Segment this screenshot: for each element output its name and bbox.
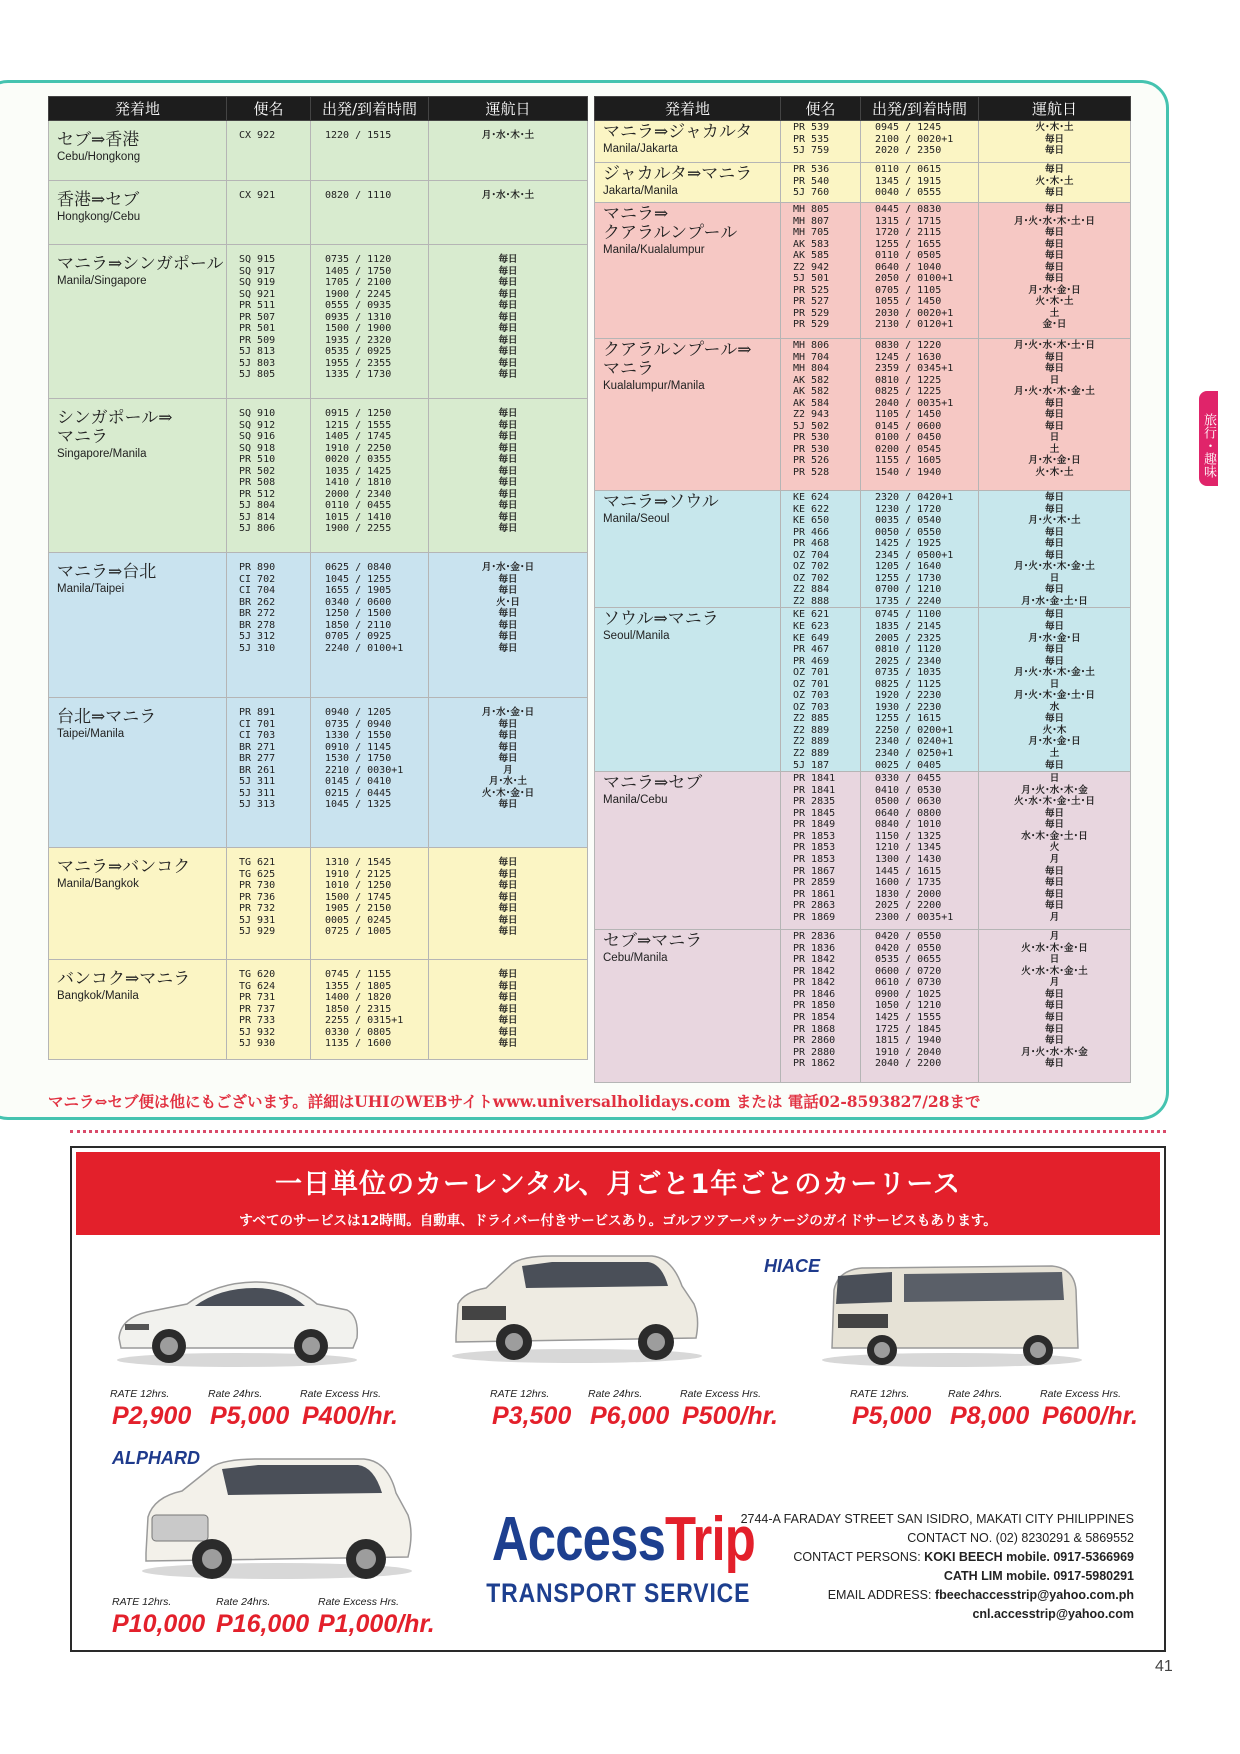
route-cell <box>49 181 227 245</box>
route-name-en: Hongkong/Cebu <box>57 211 141 223</box>
route-name-jp: 台北⇒マニラ <box>57 707 157 727</box>
times-list: 0625 / 0840 1045 / 1255 1655 / 1905 0340 / 0600 1250 / 1500 1850 / 2110 0705 / 0925 2240 / 0100+1 <box>325 562 404 654</box>
contact-person-2: CATH LIM mobile. 0917-5980291 <box>943 1569 1134 1583</box>
route-name-jp: ソウル⇒マニラ <box>603 609 719 630</box>
route-name-jp: セブ⇒マニラ <box>603 931 703 952</box>
days-cell <box>979 339 1131 491</box>
days-list: 月･火･水･木･土･日 毎日 毎日 日 月･火･水･木･金･土 毎日 毎日 毎日 日 土 月･水･金･日 火･木･土 <box>1014 340 1095 479</box>
times-list: 0330 / 0455 0410 / 0530 0500 / 0630 0640 / 0800 0840 / 1010 1150 / 1325 1210 / 1345 1300 / 1430 1445 / 1615 1600 / 1735 1830 / 2000 2025 / 2200 2300 / 0035+1 <box>875 773 954 923</box>
route-name-en: Cebu/Manila <box>603 952 668 965</box>
times-cell <box>311 553 429 698</box>
route-name-jp: マニラ⇒ソウル <box>603 492 719 512</box>
route-row <box>49 960 588 1060</box>
rate-excess-value: P1,000/hr. <box>318 1610 435 1638</box>
route-name-en: Manila/Singapore <box>57 275 147 287</box>
person1: KOKI BEECH mobile. 0917-5366969 <box>924 1550 1134 1564</box>
rate-24-value: P6,000 <box>590 1402 670 1430</box>
route-name-en: Manila/Cebu <box>603 794 668 807</box>
route-name-jp: マニラ⇒ <box>603 204 669 224</box>
header-days: 運航日 <box>979 97 1131 121</box>
table-header-row <box>595 97 1131 121</box>
flights-list: SQ 910 SQ 912 SQ 916 SQ 918 PR 510 PR 502 PR 508 PR 512 5J 804 5J 814 5J 806 <box>239 408 276 535</box>
days-cell <box>979 772 1131 930</box>
email2[interactable]: cnl.accesstrip@yahoo.com <box>972 1607 1134 1621</box>
ad-subtitle: すべてのサービスは12時間。自動車、ドライバー付きサービスあり。ゴルフツアーパッケージのガイドサービスもあります。 <box>239 1213 997 1229</box>
days-cell <box>429 245 588 399</box>
route-name-jp: セブ⇒香港 <box>57 130 140 150</box>
days-list: 毎日 毎日 月･火･木･土 毎日 毎日 毎日 月･火･水･木･金･土 日 毎日 月･水･金･土･日 <box>1014 492 1095 607</box>
logo-subtitle: TRANSPORT SERVICE <box>486 1578 751 1608</box>
header-time: 出発/到着時間 <box>861 97 979 121</box>
times-cell <box>311 960 429 1060</box>
flights-list: KE 621 KE 623 KE 649 PR 467 PR 469 OZ 701 OZ 701 OZ 703 OZ 703 Z2 885 Z2 889 Z2 889 Z2 889 5J 187 <box>793 609 830 771</box>
flights-cell <box>227 698 311 848</box>
route-name-jp: クアラルンプール <box>603 223 738 243</box>
days-cell <box>979 163 1131 203</box>
route-cell <box>49 245 227 399</box>
route-name-jp: マニラ <box>57 427 108 447</box>
flights-cell <box>227 245 311 399</box>
times-cell <box>861 930 979 1083</box>
rate-label-12: RATE 12hrs. <box>110 1388 170 1400</box>
flights-cell <box>781 608 861 772</box>
times-list: 0830 / 1220 1245 / 1630 2359 / 0345+1 0810 / 1225 0825 / 1225 2040 / 0035+1 1105 / 1450 0145 / 0600 0100 / 0450 0200 / 0545 1155 / 1605 1540 / 1940 <box>875 340 954 479</box>
rate-12-value: P3,500 <box>492 1402 572 1430</box>
rate-label-12: RATE 12hrs. <box>112 1596 172 1608</box>
header-origin: 発着地 <box>49 97 227 121</box>
days-list: 月･水･木･土 <box>481 130 535 141</box>
route-cell <box>595 203 781 339</box>
flights-cell <box>227 181 311 245</box>
times-cell <box>861 121 979 163</box>
flight-table-left <box>48 96 588 1060</box>
days-list: 毎日 毎日 月･水･金･日 毎日 毎日 月･火･水･木･金･土 日 月･火･木･金･土･日 水 毎日 火･木 月･水･金･日 土 毎日 <box>1014 609 1095 771</box>
route-row <box>595 163 1131 203</box>
times-list: 0745 / 1100 1835 / 2145 2005 / 2325 0810 / 1120 2025 / 2340 0735 / 1035 0825 / 1125 1920 / 2230 1930 / 2230 1255 / 1615 2250 / 0200+1 2340 / 0240+1 2340 / 0250+1 0025 / 0405 <box>875 609 954 771</box>
rate-label-12: RATE 12hrs. <box>490 1388 550 1400</box>
flights-cell <box>781 339 861 491</box>
flights-list: PR 891 CI 701 CI 703 BR 271 BR 277 BR 261 5J 311 5J 311 5J 313 <box>239 707 276 811</box>
rate-labels-car2 <box>490 1388 761 1400</box>
logo-part-trip: Trip <box>665 1505 755 1574</box>
flights-list: MH 806 MH 704 MH 804 AK 582 AK 582 AK 584 Z2 943 5J 502 PR 530 PR 530 PR 526 PR 528 <box>793 340 830 479</box>
header-origin: 発着地 <box>595 97 781 121</box>
route-name-en: Singapore/Manila <box>57 448 147 460</box>
times-list: 0915 / 1250 1215 / 1555 1405 / 1745 1910 / 2250 0020 / 0355 1035 / 1425 1410 / 1810 2000 / 2340 0110 / 0455 1015 / 1410 1900 / 2255 <box>325 408 392 535</box>
route-row <box>49 245 588 399</box>
route-name-en: Cebu/Hongkong <box>57 151 141 163</box>
route-name-en: Bangkok/Manila <box>57 990 139 1002</box>
days-cell <box>429 960 588 1060</box>
times-list: 1220 / 1515 <box>325 130 392 141</box>
times-list: 0445 / 0830 1315 / 1715 1720 / 2115 1255 / 1655 0110 / 0505 0640 / 1040 2050 / 0100+1 0705 / 1105 1055 / 1450 2030 / 0020+1 2130 / 0120+1 <box>875 204 954 331</box>
rate-label-excess: Rate Excess Hrs. <box>1040 1388 1122 1400</box>
flights-cell <box>781 121 861 163</box>
times-cell <box>861 772 979 930</box>
flights-list: PR 1841 PR 1841 PR 2835 PR 1845 PR 1849 PR 1853 PR 1853 PR 1853 PR 1867 PR 2859 PR 1861 PR 2863 PR 1869 <box>793 773 836 923</box>
rate-12-value: P2,900 <box>112 1402 192 1430</box>
car-rental-ad <box>70 1146 1166 1652</box>
days-list: 毎日 毎日 毎日 毎日 毎日 毎日 毎日 <box>498 857 518 938</box>
route-row <box>595 491 1131 608</box>
times-list: 0940 / 1205 0735 / 0940 1330 / 1550 0910 / 1145 1530 / 1750 2210 / 0030+1 0145 / 0410 0215 / 0445 1045 / 1325 <box>325 707 404 811</box>
days-list: 月･水･木･土 <box>481 190 535 201</box>
rate-24-value: P8,000 <box>950 1402 1030 1430</box>
rate-labels-car4 <box>112 1596 399 1608</box>
contact-info <box>734 1510 1134 1624</box>
rates-car1 <box>112 1402 398 1431</box>
route-name-en: Jakarta/Manila <box>603 185 678 197</box>
side-tabs <box>1199 82 1240 1112</box>
header-days: 運航日 <box>429 97 588 121</box>
route-row <box>49 399 588 553</box>
days-cell <box>979 930 1131 1083</box>
flights-list: CX 921 <box>239 190 276 201</box>
rate-excess-value: P600/hr. <box>1042 1402 1138 1430</box>
route-row <box>49 848 588 960</box>
route-row <box>49 698 588 848</box>
times-cell <box>861 203 979 339</box>
route-row <box>595 339 1131 491</box>
side-tab-3[interactable]: 旅行・趣味 <box>1199 391 1218 486</box>
header-flight: 便名 <box>227 97 311 121</box>
times-list: 1310 / 1545 1910 / 2125 1010 / 1250 1500 / 1745 1905 / 2150 0005 / 0245 0725 / 1005 <box>325 857 392 938</box>
route-name-en: Manila/Seoul <box>603 513 670 525</box>
days-cell <box>429 399 588 553</box>
days-list: 月･水･金･日 毎日 毎日 火･日 毎日 毎日 毎日 毎日 <box>481 562 535 654</box>
flights-cell <box>781 930 861 1083</box>
days-list: 毎日 月･火･水･木･土･日 毎日 毎日 毎日 毎日 毎日 月･水･金･日 火･木･土 土 金･日 <box>1014 204 1095 331</box>
van-car-image <box>812 1260 1092 1370</box>
flights-list: CX 922 <box>239 130 276 141</box>
route-name-jp: シンガポール⇒ <box>57 408 173 428</box>
flights-cell <box>781 203 861 339</box>
contact-person-1 <box>734 1548 1134 1567</box>
flight-table-right <box>594 96 1131 1083</box>
times-cell <box>311 121 429 181</box>
days-list: 日 月･火･水･木･金 火･水･木･金･土･日 毎日 毎日 水･木･金･土･日 火 月 毎日 毎日 毎日 毎日 月 <box>1014 773 1095 923</box>
rate-label-12: RATE 12hrs. <box>850 1388 910 1400</box>
rate-12-value: P5,000 <box>852 1402 932 1430</box>
flights-cell <box>781 163 861 203</box>
flights-list: PR 536 PR 540 5J 760 <box>793 164 830 199</box>
route-name-jp: バンコク⇒マニラ <box>57 969 191 989</box>
table-header-row <box>49 97 588 121</box>
rate-label-excess: Rate Excess Hrs. <box>300 1388 382 1400</box>
days-cell <box>429 121 588 181</box>
route-cell <box>49 960 227 1060</box>
logo-wordmark <box>491 1505 755 1574</box>
times-list: 0745 / 1155 1355 / 1805 1400 / 1820 1850 / 2315 2255 / 0315+1 0330 / 0805 1135 / 1600 <box>325 969 404 1050</box>
sedan-car-image <box>107 1260 367 1370</box>
route-name-en: Taipei/Manila <box>57 728 125 740</box>
flights-list: PR 890 CI 702 CI 704 BR 262 BR 272 BR 278 5J 312 5J 310 <box>239 562 276 654</box>
days-cell <box>429 698 588 848</box>
rate-label-24: Rate 24hrs. <box>948 1388 1003 1400</box>
route-cell <box>49 553 227 698</box>
route-name-jp: クアラルンプール⇒ <box>603 340 752 360</box>
route-row <box>49 553 588 698</box>
flights-cell <box>227 553 311 698</box>
rate-excess-value: P500/hr. <box>682 1402 778 1430</box>
route-name-en: Kualalumpur/Manila <box>603 380 705 392</box>
times-list: 2320 / 0420+1 1230 / 1720 0035 / 0540 0050 / 0550 1425 / 1925 2345 / 0500+1 1205 / 1640 1255 / 1730 0700 / 1210 1735 / 2240 <box>875 492 954 607</box>
times-cell <box>311 698 429 848</box>
header-flight: 便名 <box>781 97 861 121</box>
times-list: 0820 / 1110 <box>325 190 392 201</box>
rate-label-24: Rate 24hrs. <box>208 1388 263 1400</box>
header-time: 出発/到着時間 <box>311 97 429 121</box>
days-cell <box>429 848 588 960</box>
flights-list: SQ 915 SQ 917 SQ 919 SQ 921 PR 511 PR 507 PR 501 PR 509 5J 813 5J 803 5J 805 <box>239 254 276 381</box>
flights-list: PR 2836 PR 1836 PR 1842 PR 1842 PR 1842 PR 1846 PR 1850 PR 1854 PR 1868 PR 2860 PR 2880 PR 1862 <box>793 931 836 1070</box>
route-row <box>595 608 1131 772</box>
rate-label-excess: Rate Excess Hrs. <box>318 1596 400 1608</box>
address: 2744-A FARADAY STREET SAN ISIDRO, MAKATI CITY PHILIPPINES <box>740 1512 1134 1526</box>
route-cell <box>49 121 227 181</box>
route-name-en: Manila/Taipei <box>57 583 125 595</box>
route-name-jp: マニラ <box>603 359 654 379</box>
rate-labels-car1 <box>110 1388 381 1400</box>
route-cell <box>595 930 781 1083</box>
route-cell <box>595 339 781 491</box>
route-cell <box>595 772 781 930</box>
page-number: 41 <box>1155 1658 1173 1675</box>
days-cell <box>979 491 1131 608</box>
days-cell <box>429 553 588 698</box>
route-name-jp: 香港⇒セブ <box>57 190 140 210</box>
route-name-en: Manila/Jakarta <box>603 143 678 155</box>
flights-list: TG 621 TG 625 PR 730 PR 736 PR 732 5J 931 5J 929 <box>239 857 276 938</box>
times-list: 0945 / 1245 2100 / 0020+1 2020 / 2350 <box>875 122 954 157</box>
car-name-hiace: HIACE <box>764 1256 821 1276</box>
mpv-car-image <box>442 1246 712 1366</box>
times-list: 0735 / 1120 1405 / 1750 1705 / 2100 1900 / 2245 0555 / 0935 0935 / 1310 1500 / 1900 1935 / 2320 0535 / 0925 1955 / 2355 1335 / 1730 <box>325 254 392 381</box>
times-cell <box>311 181 429 245</box>
route-name-en: Seoul/Manila <box>603 630 670 643</box>
flights-list: TG 620 TG 624 PR 731 PR 737 PR 733 5J 932 5J 930 <box>239 969 276 1050</box>
email1[interactable]: fbeechaccesstrip@yahoo.com.ph <box>934 1588 1134 1602</box>
rate-labels-car3 <box>850 1388 1121 1400</box>
rate-excess-value: P400/hr. <box>302 1402 398 1430</box>
days-list: 毎日 火･木･土 毎日 <box>1035 164 1074 199</box>
route-name-en: Manila/Kualalumpur <box>603 244 705 256</box>
route-cell <box>595 121 781 163</box>
flights-cell <box>781 772 861 930</box>
rates-car3 <box>852 1402 1138 1431</box>
route-row <box>595 772 1131 930</box>
rate-24-value: P16,000 <box>216 1610 310 1638</box>
route-name-jp: マニラ⇒セブ <box>603 773 703 794</box>
days-list: 毎日 毎日 毎日 毎日 毎日 毎日 毎日 毎日 毎日 毎日 毎日 <box>498 254 518 381</box>
logo-part-access: Access <box>491 1505 666 1574</box>
route-name-jp: マニラ⇒ジャカルタ <box>603 122 753 142</box>
days-cell <box>979 121 1131 163</box>
times-cell <box>861 339 979 491</box>
route-name-en: Manila/Bangkok <box>57 878 139 890</box>
days-list: 毎日 毎日 毎日 毎日 毎日 毎日 毎日 <box>498 969 518 1050</box>
route-cell <box>595 608 781 772</box>
route-cell <box>595 491 781 608</box>
rates-car2 <box>492 1402 778 1431</box>
email-label: EMAIL ADDRESS: <box>827 1588 932 1602</box>
route-name-jp: マニラ⇒シンガポール <box>57 254 224 274</box>
flights-cell <box>227 121 311 181</box>
days-list: 月･水･金･日 毎日 毎日 毎日 毎日 月 月･水･土 火･木･金･日 毎日 <box>481 707 535 811</box>
flights-list: PR 539 PR 535 5J 759 <box>793 122 830 157</box>
rate-label-24: Rate 24hrs. <box>216 1596 271 1608</box>
route-name-jp: ジャカルタ⇒マニラ <box>603 164 753 184</box>
rate-12-value: P10,000 <box>112 1610 206 1638</box>
days-list: 火･木･土 毎日 毎日 <box>1035 122 1074 157</box>
flights-list: KE 624 KE 622 KE 650 PR 466 PR 468 OZ 704 OZ 702 OZ 702 Z2 884 Z2 888 <box>793 492 830 607</box>
contact-number: CONTACT NO. (02) 8230291 & 5869552 <box>907 1531 1134 1545</box>
route-name-jp: マニラ⇒バンコク <box>57 857 191 877</box>
rates-car4 <box>112 1610 435 1639</box>
flights-cell <box>227 848 311 960</box>
route-cell <box>49 698 227 848</box>
route-cell <box>49 848 227 960</box>
route-row <box>49 181 588 245</box>
route-row <box>595 930 1131 1083</box>
rate-label-24: Rate 24hrs. <box>588 1388 643 1400</box>
times-cell <box>311 399 429 553</box>
contact-persons-label: CONTACT PERSONS: <box>793 1550 921 1564</box>
alphard-car-image <box>132 1453 422 1583</box>
times-list: 0420 / 0550 0420 / 0550 0535 / 0655 0600 / 0720 0610 / 0730 0900 / 1025 1050 / 1210 1425 / 1555 1725 / 1845 1815 / 1940 1910 / 2040 2040 / 2200 <box>875 931 942 1070</box>
times-cell <box>861 491 979 608</box>
route-row <box>595 203 1131 339</box>
times-cell <box>861 163 979 203</box>
days-list: 月 火･水･木･金･日 日 火･水･木･金･土 月 毎日 毎日 毎日 毎日 毎日 月･火･水･木･金 毎日 <box>1021 931 1088 1070</box>
flights-cell <box>781 491 861 608</box>
ad-banner <box>76 1152 1160 1235</box>
flights-cell <box>227 399 311 553</box>
days-list: 毎日 毎日 毎日 毎日 毎日 毎日 毎日 毎日 毎日 毎日 毎日 <box>498 408 518 535</box>
times-cell <box>861 608 979 772</box>
days-cell <box>979 203 1131 339</box>
flights-list: MH 805 MH 807 MH 705 AK 583 AK 585 Z2 942 5J 501 PR 525 PR 527 PR 529 PR 529 <box>793 204 830 331</box>
days-cell <box>429 181 588 245</box>
notice-text: マニラ⇔セブ便は他にもございます。詳細はUHIのWEBサイトwww.universalholidays.com または 電話02-8593827/28まで <box>48 1092 981 1111</box>
dotted-divider <box>70 1130 1166 1133</box>
times-list: 0110 / 0615 1345 / 1915 0040 / 0555 <box>875 164 942 199</box>
times-cell <box>311 245 429 399</box>
times-cell <box>311 848 429 960</box>
email-line-1 <box>734 1586 1134 1605</box>
route-row <box>595 121 1131 163</box>
days-cell <box>979 608 1131 772</box>
flights-cell <box>227 960 311 1060</box>
route-cell <box>595 163 781 203</box>
rate-24-value: P5,000 <box>210 1402 290 1430</box>
route-name-jp: マニラ⇒台北 <box>57 562 157 582</box>
route-row <box>49 121 588 181</box>
car-name-alphard: ALPHARD <box>112 1448 200 1468</box>
rate-label-excess: Rate Excess Hrs. <box>680 1388 762 1400</box>
ad-title: 一日単位のカーレンタル、月ごと1年ごとのカーリース <box>275 1169 961 1200</box>
route-cell <box>49 399 227 553</box>
accesstrip-logo <box>463 1505 763 1609</box>
